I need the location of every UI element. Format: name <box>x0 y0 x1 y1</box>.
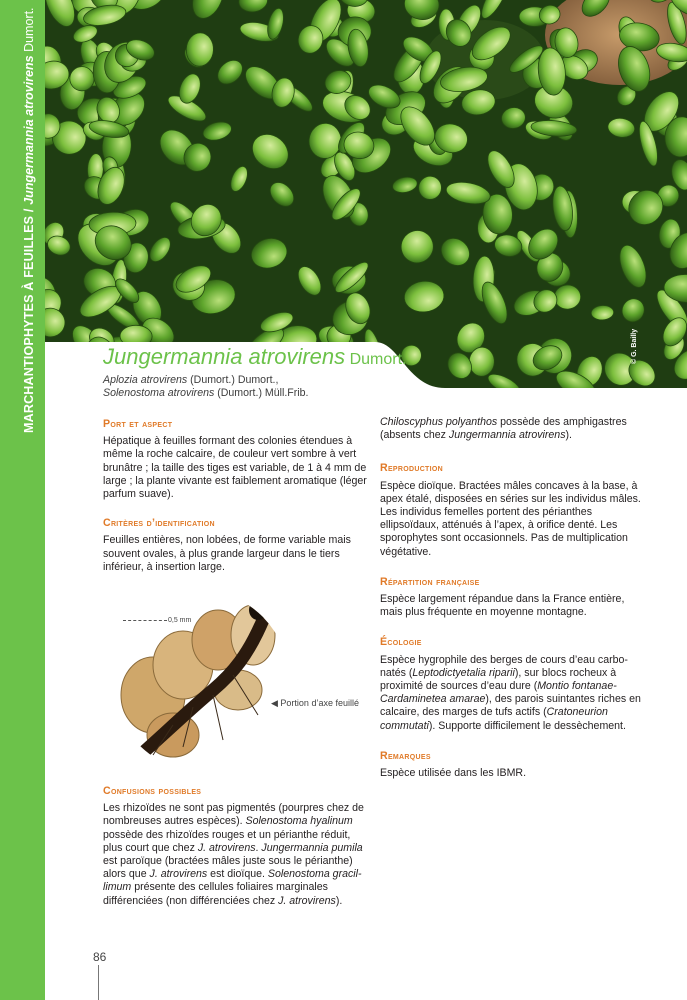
moss-leaf <box>69 66 94 91</box>
text-chiloscyphus <box>380 416 645 442</box>
side-species: Jungermannia atrovirens <box>22 55 36 205</box>
italic-taxon: Montio fontanae-Cardaminetea amarae <box>380 680 617 706</box>
heading-confusions: Confusions possibles <box>103 785 202 797</box>
text-run: ), des parois suintantes riches en calcaire, des marges de tufs actifs ( <box>380 693 641 719</box>
text-repartition: Espèce largement répandue dans la France entière, mais plus fréquente en moyenne montagne. <box>380 593 625 619</box>
italic-taxon: J. atrovirens <box>278 894 336 907</box>
heading-port: Port et aspect <box>103 418 173 430</box>
column-left <box>103 418 368 574</box>
microscope-figure <box>113 595 288 773</box>
heading-criteres: Critères d’identification <box>103 517 215 530</box>
text-run: ). <box>335 894 343 907</box>
text-run: possède des amphigastres (absents chez <box>380 416 627 442</box>
synonym-1-name: Aplozia atrovirens <box>103 374 188 386</box>
heading-remarques: Remarques <box>380 749 431 762</box>
moss-photo <box>45 0 687 388</box>
text-run: Les rhizoïdes ne sont pas pigmentés (pourpres chez de nombreuses autres espèces). <box>103 802 364 828</box>
text-run: Espèce hygrophile des berges de cours d’eau carbonatés ( <box>380 653 628 679</box>
text-criteres: Feuilles entières, non lobées, de forme variable mais souvent ovales, à plus grande largeur dans le tiers inférieur, à insertion large. <box>103 534 351 573</box>
column-right <box>380 416 645 780</box>
italic-taxon: J. atrovirens <box>149 868 208 881</box>
page-number: 86 <box>93 950 107 964</box>
side-running-title <box>22 7 36 433</box>
italic-taxon: Cratoneurion commutati <box>380 706 608 732</box>
text-ecologie <box>380 654 645 733</box>
text-run: ). <box>565 429 572 442</box>
text-run: possède des rhizoïdes rouges et un périanthe réduit, plus court que chez <box>103 828 351 854</box>
text-run: présente des cellules foliaires marginales différenciées (non différenciées chez <box>103 881 328 907</box>
synonyms <box>103 374 308 400</box>
text-run: ). Supporte difficilement le dessèchement. <box>428 719 626 732</box>
heading-ecologie: Écologie <box>380 636 422 649</box>
synonym-2-author: (Dumort.) Müll.Frib. <box>214 387 309 399</box>
text-remarques: Espèce utilisée dans les IBMR. <box>380 767 527 780</box>
heading-reproduction: Reproduction <box>380 462 443 475</box>
section-confusions <box>103 785 368 908</box>
side-category: MARCHANTIOPHYTES À FEUILLES / <box>22 204 36 433</box>
species-title-author: Dumort. <box>345 351 407 368</box>
text-confusions <box>103 802 368 908</box>
species-title-name: Jungermannia atrovirens <box>103 344 346 369</box>
species-title <box>103 344 406 370</box>
text-run: ), sur blocs rocheux à proximité de sources d’eau dure ( <box>380 666 617 693</box>
synonym-1-author: (Dumort.) Dumort., <box>187 374 279 386</box>
side-author: Dumort. <box>22 7 36 56</box>
italic-taxon: Jungermannia atrovirens <box>448 429 566 442</box>
moss-photo-drawing <box>45 0 687 388</box>
synonym-1 <box>103 374 308 387</box>
scale-label: 0,5 mm <box>168 617 192 624</box>
italic-taxon: J. atrovirens <box>197 841 256 854</box>
text-run: est paroïque (bractées mâles juste sous le périanthe) alors que <box>103 855 353 881</box>
text-run: est dioïque. <box>207 868 268 881</box>
text-run: . <box>255 841 262 854</box>
photo-credit: © G. Bailly <box>631 328 638 364</box>
italic-taxon: Solenostoma gracillimum <box>103 868 362 894</box>
heading-repartition: Répartition française <box>380 575 480 588</box>
figure-caption: ◀ Portion d’axe feuillé <box>271 698 359 708</box>
italic-taxon: Leptodictyetalia riparii <box>412 666 515 679</box>
page-number-rule <box>98 965 99 1000</box>
text-port: Hépatique à feuilles formant des colonies étendues à même la roche calcaire, de couleur vert sombre à vert brunâtre ; la taille des tiges est variable, de 1 à 4 mm de large ; la plante vivante est faiblement aromatique (léger parfum suave). <box>103 435 367 501</box>
italic-taxon: Solenostoma hyalinum <box>245 815 353 828</box>
text-reproduction: Espèce dioïque. Bractées mâles concaves à la base, à apex étalé, disposées en séries sur les individus mâles. Les individus femelles portent des périanthes ellipsoïdaux, atténués à l’apex, à orifice denté. Les sporophytes sont occasionnels. Pas de multiplication végétative. <box>380 479 641 558</box>
synonym-2 <box>103 387 308 400</box>
italic-taxon: Chiloscyphus polyanthos <box>380 416 498 428</box>
scale-bar <box>123 620 167 621</box>
italic-taxon: Jungermannia pumila <box>261 841 363 854</box>
synonym-2-name: Solenostoma atrovirens <box>103 387 215 399</box>
